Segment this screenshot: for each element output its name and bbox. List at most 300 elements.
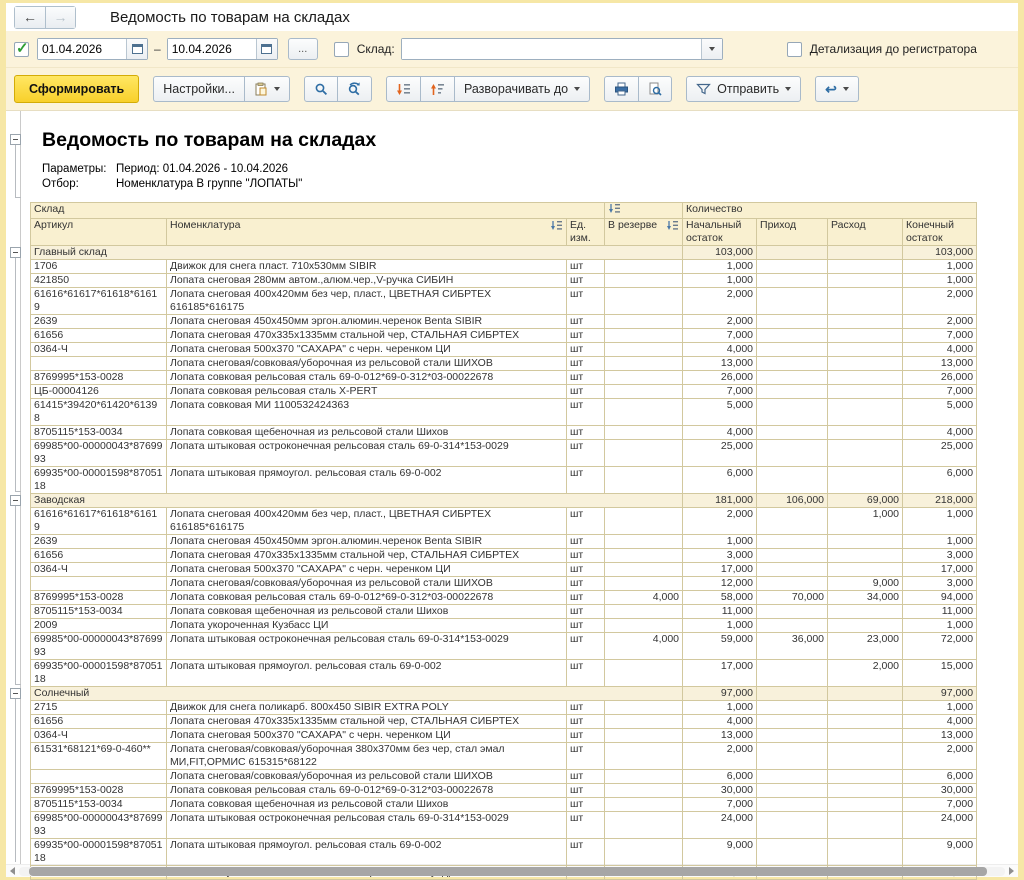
cell-begin-balance[interactable]: 1,000 (683, 274, 757, 288)
group-total-end[interactable]: 218,000 (903, 494, 977, 508)
cell-unit[interactable]: шт (567, 357, 605, 371)
group-name-cell[interactable]: Главный склад (31, 246, 683, 260)
cell-reserve[interactable]: 4,000 (605, 591, 683, 605)
cell-nomenclature[interactable]: Лопата совковая рельсовая сталь 69-0-012*69-0-312*03-00022678 (167, 591, 567, 605)
cell-unit[interactable]: шт (567, 315, 605, 329)
cell-income[interactable] (757, 426, 828, 440)
cell-begin-balance[interactable]: 11,000 (683, 605, 757, 619)
cell-income[interactable]: 70,000 (757, 591, 828, 605)
cell-end-balance[interactable]: 1,000 (903, 701, 977, 715)
cell-unit[interactable]: шт (567, 729, 605, 743)
period-checkbox[interactable] (14, 42, 29, 57)
cell-begin-balance[interactable]: 1,000 (683, 535, 757, 549)
cell-income[interactable] (757, 577, 828, 591)
cell-unit[interactable]: шт (567, 619, 605, 633)
cell-unit[interactable]: шт (567, 577, 605, 591)
cell-end-balance[interactable]: 1,000 (903, 260, 977, 274)
search-next-button[interactable] (337, 76, 372, 102)
cell-artikul[interactable]: 0364-Ч (31, 563, 167, 577)
cell-reserve[interactable] (605, 770, 683, 784)
cell-reserve[interactable] (605, 729, 683, 743)
cell-expense[interactable] (828, 839, 903, 866)
generate-button[interactable]: Сформировать (14, 75, 139, 103)
cell-artikul[interactable]: 8705115*153-0034 (31, 426, 167, 440)
cell-artikul[interactable]: 421850 (31, 274, 167, 288)
group-total-expense[interactable] (828, 687, 903, 701)
cell-expense[interactable] (828, 743, 903, 770)
cell-reserve[interactable] (605, 385, 683, 399)
cell-reserve[interactable] (605, 619, 683, 633)
cell-unit[interactable]: шт (567, 839, 605, 866)
group-name-cell[interactable]: Солнечный (31, 687, 683, 701)
cell-unit[interactable]: шт (567, 343, 605, 357)
cell-unit[interactable]: шт (567, 260, 605, 274)
group-total-end[interactable]: 103,000 (903, 246, 977, 260)
cell-expense[interactable] (828, 715, 903, 729)
cell-unit[interactable]: шт (567, 371, 605, 385)
cell-artikul[interactable]: 8769995*153-0028 (31, 371, 167, 385)
cell-expense[interactable] (828, 467, 903, 494)
cell-begin-balance[interactable]: 7,000 (683, 385, 757, 399)
settings-button[interactable]: Настройки... (153, 76, 245, 102)
cell-reserve[interactable]: 4,000 (605, 633, 683, 660)
header-end-balance[interactable]: Конечный остаток (903, 219, 977, 246)
cell-unit[interactable]: шт (567, 288, 605, 315)
cell-end-balance[interactable]: 2,000 (903, 288, 977, 315)
cell-nomenclature[interactable]: Лопата снеговая 470х335х1335мм стальной чер, СТАЛЬНАЯ СИБРТЕХ (167, 329, 567, 343)
forward-button[interactable] (45, 7, 75, 28)
group-total-income[interactable] (757, 687, 828, 701)
cell-end-balance[interactable]: 1,000 (903, 508, 977, 535)
cell-unit[interactable]: шт (567, 508, 605, 535)
cell-reserve[interactable] (605, 715, 683, 729)
cell-artikul[interactable]: ЦБ-00004126 (31, 385, 167, 399)
sklad-checkbox[interactable] (334, 42, 349, 57)
cell-unit[interactable]: шт (567, 743, 605, 770)
group-total-income[interactable]: 106,000 (757, 494, 828, 508)
cell-artikul[interactable]: 8769995*153-0028 (31, 784, 167, 798)
cell-end-balance[interactable]: 7,000 (903, 329, 977, 343)
cell-artikul[interactable]: 61616*61617*61618*61619 (31, 288, 167, 315)
cell-begin-balance[interactable]: 2,000 (683, 743, 757, 770)
cell-end-balance[interactable]: 3,000 (903, 577, 977, 591)
cell-unit[interactable]: шт (567, 549, 605, 563)
cell-income[interactable]: 36,000 (757, 633, 828, 660)
group-total-begin[interactable]: 103,000 (683, 246, 757, 260)
cell-begin-balance[interactable]: 4,000 (683, 426, 757, 440)
cell-artikul[interactable] (31, 577, 167, 591)
cell-unit[interactable]: шт (567, 563, 605, 577)
cell-income[interactable] (757, 770, 828, 784)
cell-reserve[interactable] (605, 260, 683, 274)
cell-expense[interactable] (828, 784, 903, 798)
cell-nomenclature[interactable]: Лопата снеговая 500х370 "САХАРА" с черн. черенком ЦИ (167, 729, 567, 743)
cell-expense[interactable] (828, 535, 903, 549)
cell-income[interactable] (757, 812, 828, 839)
cell-end-balance[interactable]: 1,000 (903, 274, 977, 288)
cell-expense[interactable]: 23,000 (828, 633, 903, 660)
cell-begin-balance[interactable]: 12,000 (683, 577, 757, 591)
scroll-right-button[interactable] (1009, 867, 1014, 875)
print-preview-button[interactable] (638, 76, 672, 102)
cell-reserve[interactable] (605, 743, 683, 770)
cell-end-balance[interactable]: 6,000 (903, 770, 977, 784)
cell-nomenclature[interactable]: Лопата укороченная Кузбасс ЦИ (167, 619, 567, 633)
cell-artikul[interactable] (31, 770, 167, 784)
cell-nomenclature[interactable]: Лопата совковая щебеночная из рельсовой стали Шихов (167, 605, 567, 619)
cell-unit[interactable]: шт (567, 535, 605, 549)
cell-nomenclature[interactable]: Лопата снеговая/совковая/уборочная 380х370мм без чер, стал эмал МИ,FIT,ОРМИС 615315*68122 (167, 743, 567, 770)
cell-reserve[interactable] (605, 288, 683, 315)
cell-income[interactable] (757, 371, 828, 385)
cell-artikul[interactable]: 2639 (31, 535, 167, 549)
cell-income[interactable] (757, 315, 828, 329)
cell-unit[interactable]: шт (567, 467, 605, 494)
cell-expense[interactable] (828, 605, 903, 619)
cell-begin-balance[interactable]: 7,000 (683, 329, 757, 343)
search-button[interactable] (304, 76, 338, 102)
cell-nomenclature[interactable]: Лопата совковая щебеночная из рельсовой стали Шихов (167, 798, 567, 812)
cell-end-balance[interactable]: 94,000 (903, 591, 977, 605)
cell-artikul[interactable]: 61656 (31, 549, 167, 563)
cell-begin-balance[interactable]: 17,000 (683, 563, 757, 577)
cell-begin-balance[interactable]: 24,000 (683, 812, 757, 839)
cell-income[interactable] (757, 440, 828, 467)
cell-expense[interactable] (828, 399, 903, 426)
cell-nomenclature[interactable]: Лопата совковая рельсовая сталь 69-0-012*69-0-312*03-00022678 (167, 371, 567, 385)
cell-reserve[interactable] (605, 605, 683, 619)
cell-income[interactable] (757, 260, 828, 274)
cell-reserve[interactable] (605, 329, 683, 343)
cell-income[interactable] (757, 329, 828, 343)
sklad-dropdown-button[interactable] (701, 39, 722, 59)
cell-nomenclature[interactable]: Лопата снеговая 500х370 "САХАРА" с черн. черенком ЦИ (167, 343, 567, 357)
cell-income[interactable] (757, 729, 828, 743)
cell-artikul[interactable]: 61415*39420*61420*61398 (31, 399, 167, 426)
cell-nomenclature[interactable]: Лопата снеговая/совковая/уборочная из рельсовой стали ШИХОВ (167, 357, 567, 371)
cell-reserve[interactable] (605, 315, 683, 329)
cell-artikul[interactable]: 1706 (31, 260, 167, 274)
cell-end-balance[interactable]: 6,000 (903, 467, 977, 494)
cell-begin-balance[interactable]: 2,000 (683, 508, 757, 535)
cell-nomenclature[interactable]: Лопата снеговая 450х450мм эргон.алюмин.черенок Benta SIBIR (167, 315, 567, 329)
cell-unit[interactable]: шт (567, 660, 605, 687)
cell-artikul[interactable]: 61616*61617*61618*61619 (31, 508, 167, 535)
cell-unit[interactable]: шт (567, 385, 605, 399)
cell-reserve[interactable] (605, 274, 683, 288)
cell-expense[interactable]: 34,000 (828, 591, 903, 605)
cell-artikul[interactable]: 2639 (31, 315, 167, 329)
cell-expense[interactable] (828, 563, 903, 577)
print-button[interactable] (604, 76, 639, 102)
cell-expense[interactable] (828, 288, 903, 315)
cell-artikul[interactable] (31, 357, 167, 371)
cell-artikul[interactable]: 8705115*153-0034 (31, 798, 167, 812)
cell-end-balance[interactable]: 24,000 (903, 812, 977, 839)
cell-artikul[interactable]: 69985*00-00000043*8769993 (31, 633, 167, 660)
cell-reserve[interactable] (605, 784, 683, 798)
cell-begin-balance[interactable]: 26,000 (683, 371, 757, 385)
cell-income[interactable] (757, 343, 828, 357)
cell-reserve[interactable] (605, 798, 683, 812)
cell-income[interactable] (757, 508, 828, 535)
header-unit[interactable]: Ед. изм. (567, 219, 605, 246)
cell-end-balance[interactable]: 26,000 (903, 371, 977, 385)
header-income[interactable]: Приход (757, 219, 828, 246)
cell-end-balance[interactable]: 1,000 (903, 619, 977, 633)
back-button[interactable] (15, 7, 45, 28)
cell-end-balance[interactable]: 4,000 (903, 426, 977, 440)
cell-artikul[interactable]: 8705115*153-0034 (31, 605, 167, 619)
group-total-income[interactable] (757, 246, 828, 260)
cell-nomenclature[interactable]: Лопата штыковая прямоугол. рельсовая сталь 69-0-002 (167, 839, 567, 866)
cell-income[interactable] (757, 605, 828, 619)
cell-expense[interactable] (828, 274, 903, 288)
cell-begin-balance[interactable]: 7,000 (683, 798, 757, 812)
expand-to-button[interactable] (454, 76, 590, 102)
cell-nomenclature[interactable]: Лопата совковая рельсовая сталь 69-0-012*69-0-312*03-00022678 (167, 784, 567, 798)
cell-reserve[interactable] (605, 535, 683, 549)
cell-nomenclature[interactable]: Лопата штыковая прямоугол. рельсовая сталь 69-0-002 (167, 660, 567, 687)
header-sklad[interactable]: Склад (31, 203, 605, 219)
cell-unit[interactable]: шт (567, 770, 605, 784)
cell-begin-balance[interactable]: 4,000 (683, 715, 757, 729)
cell-income[interactable] (757, 399, 828, 426)
group-name-cell[interactable]: Заводская (31, 494, 683, 508)
cell-end-balance[interactable]: 7,000 (903, 798, 977, 812)
period-more-button[interactable]: ... (288, 38, 318, 60)
cell-income[interactable] (757, 839, 828, 866)
cell-begin-balance[interactable]: 25,000 (683, 440, 757, 467)
cell-expense[interactable] (828, 329, 903, 343)
cell-expense[interactable] (828, 426, 903, 440)
cell-reserve[interactable] (605, 426, 683, 440)
cell-income[interactable] (757, 549, 828, 563)
cell-reserve[interactable] (605, 371, 683, 385)
cell-artikul[interactable]: 0364-Ч (31, 343, 167, 357)
cell-income[interactable] (757, 385, 828, 399)
cell-income[interactable] (757, 535, 828, 549)
cell-expense[interactable] (828, 385, 903, 399)
cell-end-balance[interactable]: 5,000 (903, 399, 977, 426)
cell-unit[interactable]: шт (567, 605, 605, 619)
cell-end-balance[interactable]: 7,000 (903, 385, 977, 399)
cell-nomenclature[interactable]: Лопата снеговая 400х420мм без чер, пласт., ЦВЕТНАЯ СИБРТЕХ 616185*616175 (167, 508, 567, 535)
cell-expense[interactable] (828, 701, 903, 715)
cell-end-balance[interactable]: 9,000 (903, 839, 977, 866)
cell-begin-balance[interactable]: 30,000 (683, 784, 757, 798)
cell-income[interactable] (757, 701, 828, 715)
cell-expense[interactable] (828, 260, 903, 274)
cell-artikul[interactable]: 61656 (31, 715, 167, 729)
cell-end-balance[interactable]: 4,000 (903, 343, 977, 357)
date-from-input[interactable] (38, 39, 126, 59)
cell-nomenclature[interactable]: Лопата снеговая 400х420мм без чер, пласт., ЦВЕТНАЯ СИБРТЕХ 616185*616175 (167, 288, 567, 315)
group-total-expense[interactable] (828, 246, 903, 260)
cell-expense[interactable]: 2,000 (828, 660, 903, 687)
cell-reserve[interactable] (605, 563, 683, 577)
cell-artikul[interactable]: 69985*00-00000043*8769993 (31, 440, 167, 467)
header-nomenclature[interactable]: Номенклатура (167, 219, 567, 246)
header-sklad-sort[interactable] (605, 203, 683, 219)
cell-income[interactable] (757, 288, 828, 315)
cell-artikul[interactable]: 69935*00-00001598*8705118 (31, 467, 167, 494)
cell-nomenclature[interactable]: Лопата снеговая/совковая/уборочная из рельсовой стали ШИХОВ (167, 770, 567, 784)
cell-reserve[interactable] (605, 577, 683, 591)
cell-expense[interactable] (828, 549, 903, 563)
date-to-calendar-button[interactable] (256, 39, 277, 59)
cell-unit[interactable]: шт (567, 274, 605, 288)
report-variants-button[interactable] (244, 76, 290, 102)
cell-income[interactable] (757, 715, 828, 729)
cell-nomenclature[interactable]: Лопата снеговая 450х450мм эргон.алюмин.черенок Benta SIBIR (167, 535, 567, 549)
cell-nomenclature[interactable]: Лопата снеговая 470х335х1335мм стальной чер, СТАЛЬНАЯ СИБРТЕХ (167, 715, 567, 729)
cell-unit[interactable]: шт (567, 591, 605, 605)
cell-reserve[interactable] (605, 549, 683, 563)
cell-artikul[interactable]: 61531*68121*69-0-460** (31, 743, 167, 770)
group-total-begin[interactable]: 97,000 (683, 687, 757, 701)
date-to-input[interactable] (168, 39, 256, 59)
cell-end-balance[interactable]: 17,000 (903, 563, 977, 577)
cell-income[interactable] (757, 619, 828, 633)
group-total-expense[interactable]: 69,000 (828, 494, 903, 508)
cell-expense[interactable] (828, 729, 903, 743)
cell-income[interactable] (757, 357, 828, 371)
cell-artikul[interactable]: 69935*00-00001598*8705118 (31, 839, 167, 866)
cell-end-balance[interactable]: 30,000 (903, 784, 977, 798)
cell-income[interactable] (757, 467, 828, 494)
cell-end-balance[interactable]: 4,000 (903, 715, 977, 729)
group-total-begin[interactable]: 181,000 (683, 494, 757, 508)
cell-unit[interactable]: шт (567, 701, 605, 715)
cell-begin-balance[interactable]: 17,000 (683, 660, 757, 687)
scrollbar-thumb[interactable] (29, 867, 987, 876)
cell-expense[interactable] (828, 812, 903, 839)
cell-artikul[interactable]: 69985*00-00000043*8769993 (31, 812, 167, 839)
date-from-calendar-button[interactable] (126, 39, 147, 59)
header-artikul[interactable]: Артикул (31, 219, 167, 246)
cell-nomenclature[interactable]: Движок для снега поликарб. 800х450 SIBIR EXTRA POLY (167, 701, 567, 715)
cell-expense[interactable]: 9,000 (828, 577, 903, 591)
cell-begin-balance[interactable]: 59,000 (683, 633, 757, 660)
cell-income[interactable] (757, 784, 828, 798)
cell-expense[interactable] (828, 798, 903, 812)
cell-expense[interactable] (828, 440, 903, 467)
cell-artikul[interactable]: 2715 (31, 701, 167, 715)
cell-nomenclature[interactable]: Лопата снеговая 470х335х1335мм стальной чер, СТАЛЬНАЯ СИБРТЕХ (167, 549, 567, 563)
cell-income[interactable] (757, 743, 828, 770)
cell-nomenclature[interactable]: Лопата совковая МИ 1100532424363 (167, 399, 567, 426)
cell-nomenclature[interactable]: Лопата снеговая 500х370 "САХАРА" с черн. черенком ЦИ (167, 563, 567, 577)
cell-reserve[interactable] (605, 399, 683, 426)
cell-begin-balance[interactable]: 1,000 (683, 260, 757, 274)
header-begin-balance[interactable]: Начальный остаток (683, 219, 757, 246)
cell-nomenclature[interactable]: Лопата штыковая прямоугол. рельсовая сталь 69-0-002 (167, 467, 567, 494)
cell-artikul[interactable]: 61656 (31, 329, 167, 343)
cell-unit[interactable]: шт (567, 715, 605, 729)
scroll-left-button[interactable] (10, 867, 15, 875)
cell-expense[interactable] (828, 357, 903, 371)
cell-end-balance[interactable]: 11,000 (903, 605, 977, 619)
cell-unit[interactable]: шт (567, 440, 605, 467)
cell-unit[interactable]: шт (567, 399, 605, 426)
cell-reserve[interactable] (605, 467, 683, 494)
history-button[interactable] (815, 76, 859, 102)
cell-nomenclature[interactable]: Лопата штыковая остроконечная рельсовая сталь 69-0-314*153-0029 (167, 812, 567, 839)
cell-expense[interactable]: 1,000 (828, 508, 903, 535)
cell-reserve[interactable] (605, 812, 683, 839)
cell-begin-balance[interactable]: 3,000 (683, 549, 757, 563)
cell-begin-balance[interactable]: 2,000 (683, 288, 757, 315)
scrollbar-track[interactable] (19, 867, 1005, 876)
cell-begin-balance[interactable]: 2,000 (683, 315, 757, 329)
cell-begin-balance[interactable]: 13,000 (683, 357, 757, 371)
cell-end-balance[interactable]: 13,000 (903, 729, 977, 743)
cell-income[interactable] (757, 563, 828, 577)
expand-groups-button[interactable] (386, 76, 421, 102)
cell-unit[interactable]: шт (567, 329, 605, 343)
cell-artikul[interactable]: 69935*00-00001598*8705118 (31, 660, 167, 687)
cell-nomenclature[interactable]: Лопата штыковая остроконечная рельсовая сталь 69-0-314*153-0029 (167, 440, 567, 467)
cell-end-balance[interactable]: 3,000 (903, 549, 977, 563)
cell-nomenclature[interactable]: Лопата совковая рельсовая сталь X-PERT (167, 385, 567, 399)
cell-begin-balance[interactable]: 6,000 (683, 467, 757, 494)
cell-income[interactable] (757, 798, 828, 812)
cell-artikul[interactable]: 0364-Ч (31, 729, 167, 743)
cell-nomenclature[interactable]: Лопата снеговая 280мм автом.,алюм.чер.,V-ручка СИБИН (167, 274, 567, 288)
cell-unit[interactable]: шт (567, 798, 605, 812)
cell-expense[interactable] (828, 371, 903, 385)
cell-end-balance[interactable]: 25,000 (903, 440, 977, 467)
cell-income[interactable] (757, 660, 828, 687)
cell-begin-balance[interactable]: 4,000 (683, 343, 757, 357)
send-button[interactable] (686, 76, 801, 102)
cell-reserve[interactable] (605, 440, 683, 467)
cell-expense[interactable] (828, 619, 903, 633)
cell-end-balance[interactable]: 15,000 (903, 660, 977, 687)
cell-expense[interactable] (828, 343, 903, 357)
cell-begin-balance[interactable]: 5,000 (683, 399, 757, 426)
cell-nomenclature[interactable]: Движок для снега пласт. 710х530мм SIBIR (167, 260, 567, 274)
cell-reserve[interactable] (605, 343, 683, 357)
cell-reserve[interactable] (605, 701, 683, 715)
cell-end-balance[interactable]: 2,000 (903, 743, 977, 770)
cell-reserve[interactable] (605, 357, 683, 371)
cell-end-balance[interactable]: 13,000 (903, 357, 977, 371)
detail-checkbox[interactable] (787, 42, 802, 57)
cell-end-balance[interactable]: 72,000 (903, 633, 977, 660)
cell-unit[interactable]: шт (567, 812, 605, 839)
cell-begin-balance[interactable]: 13,000 (683, 729, 757, 743)
cell-income[interactable] (757, 274, 828, 288)
cell-nomenclature[interactable]: Лопата штыковая остроконечная рельсовая сталь 69-0-314*153-0029 (167, 633, 567, 660)
cell-begin-balance[interactable]: 9,000 (683, 839, 757, 866)
cell-begin-balance[interactable]: 58,000 (683, 591, 757, 605)
cell-begin-balance[interactable]: 6,000 (683, 770, 757, 784)
collapse-groups-button[interactable] (420, 76, 455, 102)
cell-end-balance[interactable]: 2,000 (903, 315, 977, 329)
cell-begin-balance[interactable]: 1,000 (683, 701, 757, 715)
cell-expense[interactable] (828, 770, 903, 784)
cell-unit[interactable]: шт (567, 784, 605, 798)
cell-expense[interactable] (828, 315, 903, 329)
cell-begin-balance[interactable]: 1,000 (683, 619, 757, 633)
cell-artikul[interactable]: 2009 (31, 619, 167, 633)
header-expense[interactable]: Расход (828, 219, 903, 246)
group-total-end[interactable]: 97,000 (903, 687, 977, 701)
header-reserve[interactable]: В резерве (605, 219, 683, 246)
cell-reserve[interactable] (605, 508, 683, 535)
